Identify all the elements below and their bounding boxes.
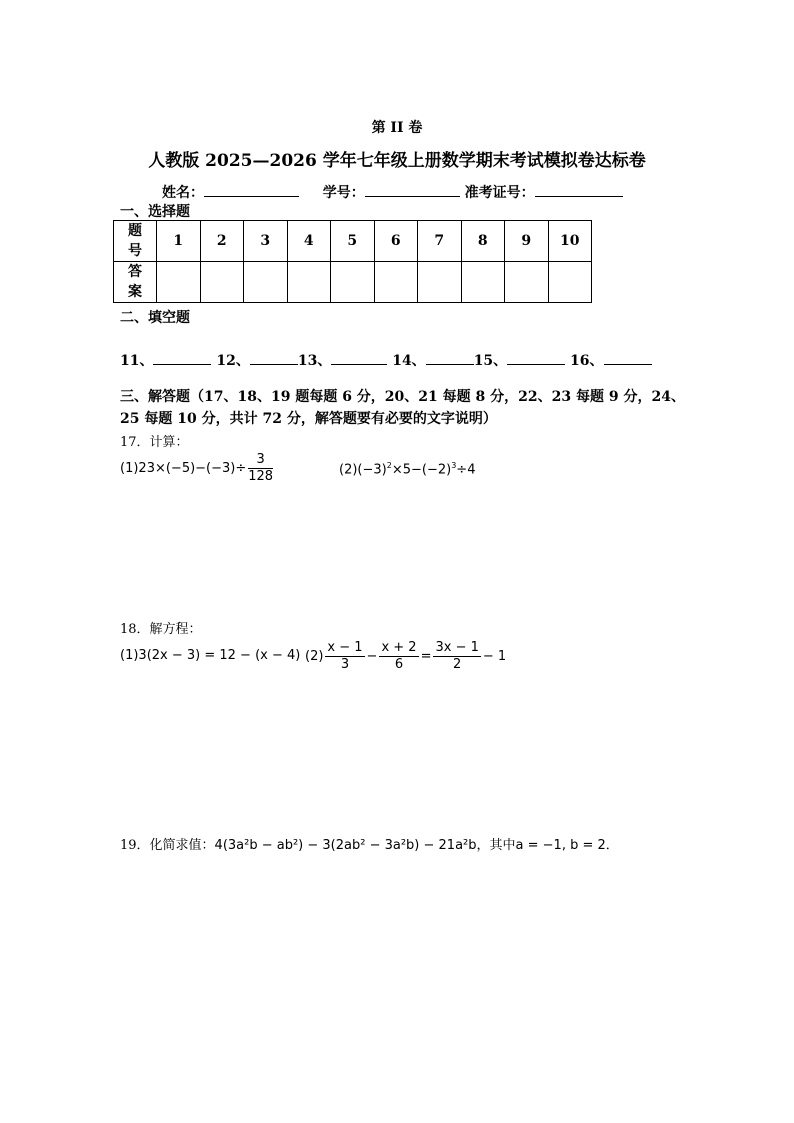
- answer-cell[interactable]: [244, 262, 288, 303]
- id-blank[interactable]: [365, 182, 460, 197]
- q18-f1-numerator: x − 1: [327, 640, 363, 655]
- q19-end: ．: [605, 838, 619, 853]
- q18-op1: −: [366, 649, 378, 664]
- fill-blanks-line: [120, 350, 652, 370]
- page-title: 人教版 2025—2026 学年七年级上册数学期末考试模拟卷达标卷: [148, 151, 646, 171]
- blank-label-14: 14、: [392, 353, 426, 369]
- q18-fraction-3: [433, 640, 480, 673]
- q18-f3-numerator: 3x − 1: [435, 640, 479, 655]
- q17-p1-expr: 23×(−5)−(−3)÷: [138, 461, 247, 476]
- blank-label-12: 12、: [216, 353, 250, 369]
- volume-label: 第 II 卷: [371, 120, 423, 136]
- section-title-solve-line2: 25 每题 10 分，共计 72 分，解答题要有必要的文字说明）: [120, 411, 497, 427]
- q17-p1-prefix: (1): [120, 461, 139, 476]
- name-label: 姓名：: [162, 185, 204, 201]
- q17-p2-expr-a: (−3): [357, 462, 387, 478]
- q19-expression: 4(3a²b − ab²) − 3(2ab² − 3a²b) − 21a²b: [214, 838, 477, 853]
- q17-p2-exp-a: 2: [386, 461, 392, 470]
- blank-11[interactable]: [153, 350, 211, 365]
- q17-p1-numerator: 3: [248, 452, 273, 469]
- q17-p2-expr-b: ×5−(−2): [391, 462, 452, 478]
- section-title-solve-line1: 三、解答题（17、18、19 题每题 6 分，20、21 每题 8 分，22、23 每题 9 分，24、: [120, 389, 685, 405]
- answer-cell[interactable]: [418, 262, 462, 303]
- q17-p2-exp-b: 3: [451, 461, 457, 470]
- q18-part1: [120, 648, 300, 663]
- q17-p1-denominator: 128: [248, 469, 274, 484]
- q18-op2: =: [420, 649, 432, 664]
- blank-13[interactable]: [331, 350, 387, 365]
- exam-number-blank[interactable]: [535, 182, 623, 197]
- table-cell-number: 4: [287, 221, 331, 262]
- q18-label: 18．解方程：: [120, 622, 202, 637]
- q17-part2: [339, 461, 475, 477]
- q18-f1-denominator: 3: [340, 657, 350, 672]
- blank-12[interactable]: [250, 350, 298, 365]
- table-cell-number: 1: [157, 221, 201, 262]
- answer-cell[interactable]: [157, 262, 201, 303]
- q18-fraction-1: [325, 640, 364, 673]
- section-title-choice: 一、选择题: [120, 204, 190, 220]
- q17-p2-prefix: (2): [339, 462, 358, 478]
- q18-f3-denominator: 2: [453, 657, 462, 672]
- table-cell-number: 10: [548, 221, 592, 262]
- table-row-answers: [114, 262, 592, 303]
- blank-label-15: 15、: [473, 353, 508, 369]
- q19-condition: a = −1, b = 2: [515, 838, 606, 853]
- q17-part1: [120, 452, 275, 485]
- q18-tail: − 1: [482, 649, 507, 664]
- answer-cell[interactable]: [287, 262, 331, 303]
- q18-p2-prefix: (2): [305, 649, 324, 664]
- blank-15[interactable]: [507, 350, 565, 365]
- q18-p1-expr: 3(2x − 3) = 12 − (x − 4): [138, 648, 301, 663]
- blank-label-16: 16、: [570, 353, 604, 369]
- answer-cell[interactable]: [548, 262, 592, 303]
- table-cell-number: 5: [331, 221, 375, 262]
- answer-cell[interactable]: [505, 262, 549, 303]
- answer-cell[interactable]: [374, 262, 418, 303]
- table-cell-number: 6: [374, 221, 418, 262]
- table-cell-number: 2: [200, 221, 244, 262]
- q18-part2: [305, 640, 506, 673]
- answer-cell[interactable]: [200, 262, 244, 303]
- q17-p2-expr-c: ÷4: [456, 462, 476, 478]
- student-info-line: [162, 182, 623, 202]
- answer-cell[interactable]: [331, 262, 375, 303]
- id-label: 学号：: [322, 185, 365, 201]
- q17-p1-fraction: [248, 452, 273, 485]
- q18-f2-denominator: 6: [394, 657, 404, 672]
- name-blank[interactable]: [204, 182, 299, 197]
- blank-label-11: 11、: [120, 353, 154, 369]
- answer-table: [113, 220, 592, 303]
- q19-label: 19．化简求值：: [120, 838, 215, 853]
- row-head-number: 题 号: [114, 221, 157, 262]
- table-row-numbers: [114, 221, 592, 262]
- q19-line: [120, 834, 619, 853]
- section-title-fill: 二、填空题: [120, 310, 190, 326]
- q18-f2-numerator: x + 2: [381, 640, 417, 655]
- table-cell-number: 8: [461, 221, 505, 262]
- blank-14[interactable]: [426, 350, 474, 365]
- blank-16[interactable]: [604, 350, 652, 365]
- exam-number-label: 准考证号：: [464, 185, 535, 201]
- table-cell-number: 9: [505, 221, 549, 262]
- q18-fraction-2: [379, 640, 418, 673]
- answer-cell[interactable]: [461, 262, 505, 303]
- q19-mid: ，其中: [476, 838, 516, 853]
- row-head-answer: 答 案: [114, 262, 157, 303]
- q17-label: 17．计算：: [120, 435, 189, 450]
- table-cell-number: 3: [244, 221, 288, 262]
- blank-label-13: 13、: [297, 353, 332, 369]
- table-cell-number: 7: [418, 221, 462, 262]
- q18-p1-prefix: (1): [120, 648, 139, 663]
